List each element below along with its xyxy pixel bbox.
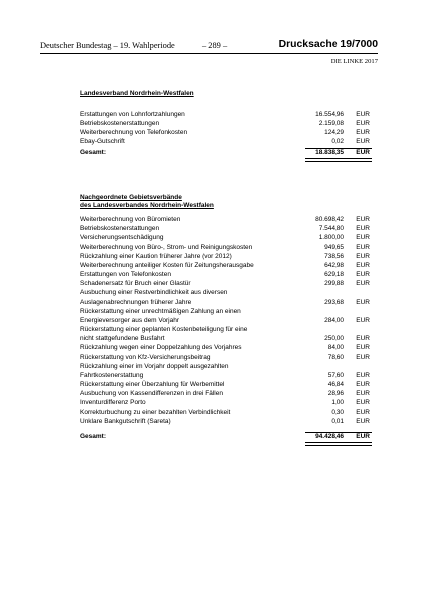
- row-amount: 0,02: [331, 138, 344, 146]
- row-label: Fahrtkostenerstattung: [80, 371, 144, 379]
- table-row: [80, 262, 372, 271]
- row-currency: EUR: [356, 390, 370, 398]
- row-amount: 0,01: [331, 417, 344, 425]
- row-amount: 28,96: [327, 390, 344, 398]
- row-label: Schadenersatz für Bruch einer Glastür: [80, 280, 191, 288]
- row-label: Inventurdifferenz Porto: [80, 399, 146, 407]
- table-row: [80, 225, 372, 234]
- table-row: [80, 308, 372, 317]
- page-header: [40, 39, 378, 53]
- row-label: Versicherungsentschädigung: [80, 234, 164, 242]
- row-label: Rückzahlung einer im Vorjahr doppelt ausgezahlten: [80, 362, 229, 370]
- row-label: Rückzahlung einer Kaution früherer Jahre (vor 2012): [80, 252, 232, 260]
- table-row: [80, 216, 372, 225]
- row-amount: 284,00: [324, 316, 344, 324]
- row-amount: 250,00: [324, 335, 344, 343]
- row-label: Ausbuchung einer Restverbindlichkeit aus diversen: [80, 289, 228, 297]
- row-amount: 46,84: [327, 381, 344, 389]
- row-currency: EUR: [356, 298, 370, 306]
- row-currency: EUR: [356, 408, 370, 416]
- row-label: Weiterberechnung anteiliger Kosten für Zeitungsherausgabe: [80, 261, 254, 269]
- section1-total-label: Gesamt:: [80, 149, 107, 156]
- row-amount: 78,60: [327, 353, 344, 361]
- row-label: Erstattungen von Lohnfortzahlungen: [80, 111, 185, 118]
- section1-double-rule: [305, 158, 372, 162]
- row-amount: 293,68: [324, 298, 344, 306]
- table-row: [80, 372, 372, 381]
- section1-total-currency: EUR: [356, 149, 370, 156]
- row-label: Weiterberechnung von Telefonkosten: [80, 129, 188, 137]
- row-amount: 16.554,96: [315, 111, 344, 118]
- table-row: [80, 129, 372, 138]
- row-currency: EUR: [356, 261, 370, 269]
- table-row: [80, 271, 372, 280]
- row-amount: 7.544,80: [318, 225, 344, 233]
- document-number: Drucksache 19/7000: [278, 39, 378, 50]
- row-currency: EUR: [356, 417, 370, 425]
- header-divider: [40, 53, 378, 54]
- row-amount: 80.698,42: [315, 216, 344, 223]
- row-label: Ausbuchung von Kassendifferenzen in drei Fällen: [80, 390, 223, 398]
- row-label: Rückerstattung einer unrechtmäßigen Zahlung an einen: [80, 307, 241, 315]
- section2-title-line1: Nachgeordnete Gebietsverbände: [80, 194, 182, 201]
- row-currency: EUR: [356, 381, 370, 389]
- section2-total-currency: EUR: [356, 433, 370, 440]
- table-row: [80, 418, 372, 427]
- row-amount: 629,18: [324, 271, 344, 279]
- row-currency: EUR: [356, 271, 370, 279]
- row-currency: EUR: [356, 344, 370, 352]
- table-row: [80, 409, 372, 418]
- row-label: Rückerstattung einer Überzahlung für Werbemittel: [80, 381, 225, 389]
- row-label: nicht stattgefundene Busfahrt: [80, 335, 165, 343]
- row-amount: 84,00: [327, 344, 344, 352]
- table-row: [80, 381, 372, 390]
- row-amount: 1.800,00: [318, 234, 344, 242]
- section2-total-amount: 94.428,46: [315, 433, 344, 440]
- table-row: [80, 244, 372, 253]
- row-label: Rückerstattung einer geplanten Kostenbeteiligung für eine: [80, 326, 248, 334]
- row-amount: 57,60: [327, 371, 344, 379]
- row-amount: 949,65: [324, 243, 344, 251]
- row-currency: EUR: [356, 280, 370, 288]
- row-amount: 124,29: [324, 129, 344, 137]
- row-label: Weiterberechnung von Büro-, Strom- und Reinigungskosten: [80, 243, 253, 251]
- section2-title-line2: des Landesverbandes Nordrhein-Westfalen: [80, 202, 214, 209]
- table-row: [80, 289, 372, 298]
- row-amount: 642,98: [324, 261, 344, 269]
- row-currency: EUR: [356, 111, 370, 118]
- parliament-label: Deutscher Bundestag – 19. Wahlperiode: [40, 41, 175, 50]
- row-label: Auslagenabrechnungen früherer Jahre: [80, 298, 192, 306]
- section2-double-rule: [305, 442, 372, 446]
- table-row: [80, 234, 372, 243]
- row-amount: 0,30: [331, 408, 344, 416]
- table-row: [80, 111, 372, 120]
- row-amount: 1,00: [331, 399, 344, 407]
- row-currency: EUR: [356, 216, 370, 223]
- table-row: [80, 363, 372, 372]
- row-currency: EUR: [356, 252, 370, 260]
- table-row: [80, 335, 372, 344]
- table-row: [80, 399, 372, 408]
- row-amount: 2.159,08: [318, 120, 344, 128]
- row-label: Erstattungen von Telefonkosten: [80, 271, 171, 279]
- section1-total-row: [80, 149, 372, 158]
- table-row: [80, 253, 372, 262]
- page-number: – 289 –: [202, 41, 228, 50]
- section1-total-amount: 18.838,35: [315, 149, 344, 156]
- table-row: [80, 280, 372, 289]
- row-currency: EUR: [356, 335, 370, 343]
- row-currency: EUR: [356, 399, 370, 407]
- row-currency: EUR: [356, 225, 370, 233]
- row-label: Unklare Bankgutschrift (Sareta): [80, 417, 171, 425]
- table-row: [80, 344, 372, 353]
- row-amount: 299,88: [324, 280, 344, 288]
- table-row: [80, 326, 372, 335]
- party-label: DIE LINKE 2017: [330, 58, 378, 65]
- section2-total-row: [80, 433, 372, 442]
- row-currency: EUR: [356, 129, 370, 137]
- table-row: [80, 317, 372, 326]
- table-row: [80, 138, 372, 147]
- row-currency: EUR: [356, 316, 370, 324]
- row-currency: EUR: [356, 234, 370, 242]
- row-label: Betriebskostenerstattungen: [80, 120, 160, 128]
- section1-title: Landesverband Nordrhein-Westfalen: [80, 90, 194, 97]
- table-row: [80, 354, 372, 363]
- table-row: [80, 120, 372, 129]
- row-label: Ebay-Gutschrift: [80, 138, 125, 146]
- row-currency: EUR: [356, 353, 370, 361]
- row-label: Rückzahlung wegen einer Doppelzahlung des Vorjahres: [80, 344, 242, 352]
- row-amount: 738,56: [324, 252, 344, 260]
- section2-total-label: Gesamt:: [80, 433, 107, 440]
- row-label: Betriebskostenerstattungen: [80, 225, 160, 233]
- row-currency: EUR: [356, 120, 370, 128]
- row-currency: EUR: [356, 243, 370, 251]
- row-currency: EUR: [356, 138, 370, 146]
- row-label: Energieversorger aus dem Vorjahr: [80, 316, 179, 324]
- table-row: [80, 299, 372, 308]
- row-currency: EUR: [356, 371, 370, 379]
- row-label: Rückerstattung von Kfz-Versicherungsbeitrag: [80, 353, 211, 361]
- row-label: Korrekturbuchung zu einer bezahlten Verbindlichkeit: [80, 408, 231, 416]
- row-label: Weiterberechnung von Büromieten: [80, 216, 181, 223]
- table-row: [80, 390, 372, 399]
